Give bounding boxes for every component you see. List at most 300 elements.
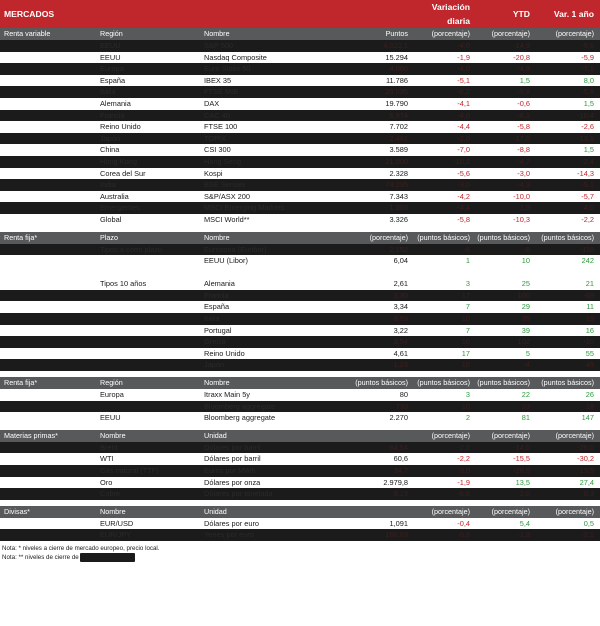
row-name: Dólares por barril <box>200 442 342 454</box>
row-name: Euro Stoxx 50 <box>200 63 342 75</box>
row-name: EEUU (Libor) <box>204 256 248 266</box>
section-title-row <box>0 0 600 28</box>
row-1y-change: 27,4 <box>579 477 595 487</box>
row-indent <box>0 488 96 500</box>
row-1y-change: 55 <box>585 348 595 358</box>
row-name: DAX <box>204 98 220 108</box>
row-daily-change: -3,0 <box>414 465 476 477</box>
row-region <box>96 267 200 279</box>
row-ytd-change: 39 <box>521 325 531 335</box>
row-ytd-change: 5 <box>525 348 531 358</box>
row-name: Dólares por onza <box>204 477 261 487</box>
row-value: 64,54 <box>342 442 414 454</box>
row-daily-change: -2,2 <box>457 454 471 464</box>
table-row <box>0 191 600 203</box>
table-row <box>0 518 600 530</box>
row-name: Bloomberg aggregate <box>200 401 342 413</box>
row-indent <box>0 133 96 145</box>
row-ytd-change: -10,0 <box>513 191 531 201</box>
row-1y-change: -5,1 <box>536 179 600 191</box>
column-header-6: (puntos básicos) <box>536 377 600 389</box>
column-header-0: Renta variable <box>0 28 96 40</box>
row-name: S&P/ASX 200 <box>204 191 251 201</box>
row-ytd-change: -17,0 <box>476 133 536 145</box>
row-name: Hang Seng <box>200 156 342 168</box>
row-daily-change: 10 <box>414 401 476 413</box>
column-header-4: (porcentaje) <box>414 430 476 442</box>
table-row <box>0 40 600 52</box>
column-header-1: Nombre <box>96 430 200 442</box>
row-daily-change: -6 <box>414 244 476 256</box>
row-1y-change: -30,2 <box>577 454 595 464</box>
row-ytd-change: 25 <box>521 279 531 289</box>
row-indent <box>0 121 96 133</box>
row-daily-change: -4,4 <box>457 122 471 132</box>
row-indent <box>0 52 96 64</box>
row-daily-change: -4,0 <box>414 63 476 75</box>
table-row <box>0 488 600 500</box>
table-row <box>0 63 600 75</box>
column-header-3 <box>342 506 414 518</box>
row-region <box>96 359 200 371</box>
column-header-4: (porcentaje) <box>414 506 476 518</box>
column-header-0: Renta fija* <box>0 377 96 389</box>
row-ytd-change: -14,9 <box>476 40 536 52</box>
table-row <box>0 86 600 98</box>
note-line-2: Nota: ** niveles de cierre de mercado americano <box>2 553 136 561</box>
row-ytd-change: -1,3 <box>476 529 536 541</box>
row-1y-change: 11 <box>586 302 595 312</box>
row-region: Alemania <box>100 98 131 108</box>
table-row <box>0 412 600 424</box>
row-ytd-change: -9,8 <box>476 86 536 98</box>
row-indent <box>0 202 96 214</box>
row-1y-change: -13,1 <box>536 133 600 145</box>
column-header-3 <box>342 430 414 442</box>
note-line-1: Nota: * niveles a cierre de mercado europeo, precio local. <box>2 544 160 552</box>
row-1y-change: -2,1 <box>536 529 600 541</box>
table-row <box>0 255 600 267</box>
row-ytd-change: -4,9 <box>476 63 536 75</box>
row-value: 2,61 <box>393 279 409 289</box>
row-indent <box>0 290 96 302</box>
column-header-2: Unidad <box>200 430 342 442</box>
row-region: Europa <box>96 63 200 75</box>
row-value: 3,30 <box>342 290 414 302</box>
row-region: Emergentes <box>96 202 200 214</box>
row-daily-change: 17 <box>414 290 476 302</box>
row-indent <box>0 313 96 325</box>
row-name: Francia <box>200 290 342 302</box>
row-name: MSCI Emerging Markets <box>200 202 342 214</box>
column-header-0: Materias primas* <box>0 430 96 442</box>
table-row <box>0 179 600 191</box>
row-daily-change: -2,0 <box>414 133 476 145</box>
column-header-row-divisas <box>0 506 600 518</box>
row-ytd-change: 1,5 <box>519 75 531 85</box>
row-indent <box>0 518 96 530</box>
row-ytd-change: -4,7 <box>476 156 536 168</box>
column-header-1: Plazo <box>96 232 200 244</box>
row-indent <box>0 144 96 156</box>
row-indent <box>0 278 96 290</box>
row-ytd-change: 10 <box>521 256 531 266</box>
row-value: 6,04 <box>393 256 409 266</box>
table-row <box>0 529 600 541</box>
row-region: Japón <box>96 133 200 145</box>
row-ytd-change: 22 <box>521 390 531 400</box>
row-region: Oro <box>100 477 113 487</box>
redacted-text: mercado americano <box>80 553 136 561</box>
table-row <box>0 278 600 290</box>
row-ytd-change: -5,8 <box>517 122 531 132</box>
row-1y-change: 0,5 <box>583 518 595 528</box>
row-value: 2.481 <box>342 133 414 145</box>
row-1y-change: -26,0 <box>536 442 600 454</box>
row-1y-change: -10 <box>536 336 600 348</box>
row-1y-change: 4,0 <box>536 202 600 214</box>
row-ytd-change: -15,5 <box>513 454 531 464</box>
row-daily-change: -0,8 <box>414 529 476 541</box>
row-daily-change: -7,0 <box>457 145 471 155</box>
column-header-5: (porcentaje) <box>476 28 536 40</box>
table-row <box>0 133 600 145</box>
row-1y-change: -5,8 <box>536 86 600 98</box>
row-region: Tipos 10 años <box>100 279 147 289</box>
column-header-row-materias-primas <box>0 430 600 442</box>
row-name: Bloomberg aggregate <box>204 413 276 423</box>
column-header-row-mercados <box>0 28 600 40</box>
row-1y-change: -9,6 <box>536 40 600 52</box>
table-row <box>0 110 600 122</box>
row-value: 29.035 <box>342 86 414 98</box>
table-row <box>0 168 600 180</box>
row-name: Dólares por barril <box>204 454 261 464</box>
row-daily-change: -2,2 <box>414 442 476 454</box>
row-indent <box>0 214 96 226</box>
row-ytd-change: 13,5 <box>515 477 531 487</box>
row-1y-change: -69 <box>536 290 600 302</box>
row-indent <box>0 359 96 371</box>
row-name: Yenes por euro <box>200 529 342 541</box>
table-row <box>0 401 600 413</box>
row-indent <box>0 442 96 454</box>
row-indent <box>0 179 96 191</box>
table-row <box>0 336 600 348</box>
row-value: 3,34 <box>393 302 409 312</box>
row-region: Francia <box>96 110 200 122</box>
row-value: 21.000 <box>342 156 414 168</box>
row-1y-change: -5,7 <box>581 191 595 201</box>
row-name: Nasdaq Composite <box>204 52 267 62</box>
row-indent <box>0 244 96 256</box>
row-region: Global <box>100 214 122 224</box>
row-1y-change: 19 <box>536 313 600 325</box>
row-value: 34,7 <box>342 465 414 477</box>
row-1y-change: -2,4 <box>536 156 600 168</box>
row-1y-change: -10,4 <box>536 110 600 122</box>
row-value: 9,13 <box>342 488 414 500</box>
row-value: 3,54 <box>342 336 414 348</box>
column-header-2: Unidad <box>200 506 342 518</box>
row-name: Japón <box>200 359 342 371</box>
header-var-1-ano: Var. 1 año <box>536 0 600 28</box>
column-header-1: Región <box>96 377 200 389</box>
column-header-1: Nombre <box>96 506 200 518</box>
column-header-4: (puntos básicos) <box>414 377 476 389</box>
column-header-0: Divisas* <box>0 506 96 518</box>
row-ytd-change: -0,6 <box>517 98 531 108</box>
row-ytd-change: 33 <box>476 401 536 413</box>
row-ytd-change: -8,8 <box>517 145 531 155</box>
row-region <box>96 301 200 313</box>
row-1y-change <box>536 267 600 279</box>
notes-block <box>0 541 600 562</box>
row-name: Dólares por tonelada <box>200 488 342 500</box>
row-value: 7.343 <box>389 191 409 201</box>
column-header-4: (porcentaje) <box>414 28 476 40</box>
row-1y-change: 147 <box>581 413 595 423</box>
row-value: 733 <box>342 401 414 413</box>
row-daily-change: 17 <box>461 348 471 358</box>
row-indent <box>0 348 96 360</box>
row-name: Eurozona (Euribor) <box>200 244 342 256</box>
row-1y-change: 26 <box>585 390 595 400</box>
table-row <box>0 389 600 401</box>
row-1y-change: -5,9 <box>581 52 595 62</box>
column-header-1: Región <box>96 28 200 40</box>
table-row <box>0 325 600 337</box>
row-indent <box>0 255 96 267</box>
row-region: India <box>96 179 200 191</box>
row-value: 2.270 <box>389 413 409 423</box>
row-indent <box>0 110 96 122</box>
row-name: CSI 300 <box>204 145 231 155</box>
row-name: Itraxx Main 5y <box>204 390 251 400</box>
row-indent <box>0 191 96 203</box>
row-daily-change: -10,2 <box>414 156 476 168</box>
row-region: Hong Kong <box>96 156 200 168</box>
row-ytd-change: -8,1 <box>476 110 536 122</box>
row-ytd-change: 2,0 <box>476 488 536 500</box>
row-name: Reino Unido <box>204 348 245 358</box>
row-indent <box>0 63 96 75</box>
row-1y-change: 13,5 <box>536 465 600 477</box>
row-name: Dólares por euro <box>204 518 260 528</box>
column-header-0: Renta fija* <box>0 232 96 244</box>
row-ytd-change: -4,3 <box>476 179 536 191</box>
row-daily-change: -5,1 <box>457 75 471 85</box>
row-value: 3,93 <box>342 313 414 325</box>
row-ytd-change: -28,6 <box>476 465 536 477</box>
row-ytd-change: -10,3 <box>513 214 531 224</box>
row-indent <box>0 529 96 541</box>
row-1y-change: 21 <box>585 279 595 289</box>
row-value: 3.326 <box>389 214 409 224</box>
row-daily-change: -5,6 <box>457 168 471 178</box>
column-header-5: (puntos básicos) <box>476 232 536 244</box>
column-header-5: (porcentaje) <box>476 430 536 442</box>
row-region <box>96 325 200 337</box>
row-indent <box>0 401 96 413</box>
row-ytd-change: 100 <box>476 290 536 302</box>
row-1y-change: 49 <box>536 359 600 371</box>
row-region <box>96 290 200 302</box>
row-value: 3,22 <box>393 325 409 335</box>
row-value: 74.295 <box>342 179 414 191</box>
row-name: CAC 40 <box>200 110 342 122</box>
table-row <box>0 359 600 371</box>
table-row <box>0 52 600 64</box>
table-row <box>0 244 600 256</box>
row-value: 1.003 <box>342 202 414 214</box>
row-name: Kospi <box>204 168 223 178</box>
row-1y-change: 8,0 <box>583 75 595 85</box>
row-indent <box>0 86 96 98</box>
row-indent <box>0 336 96 348</box>
table-row <box>0 465 600 477</box>
column-header-4: (puntos básicos) <box>414 232 476 244</box>
row-value: 7.702 <box>389 122 409 132</box>
table-row <box>0 214 600 226</box>
row-value: 4.060 <box>342 63 414 75</box>
row-name: Grecia <box>200 336 342 348</box>
table-row <box>0 98 600 110</box>
row-region <box>96 313 200 325</box>
row-indent <box>0 156 96 168</box>
row-region: Europa <box>100 390 124 400</box>
row-region: Gas natural (TTF) <box>96 465 200 477</box>
row-1y-change: 16 <box>585 325 595 335</box>
row-daily-change: -6,6 <box>414 488 476 500</box>
row-1y-change: 1,5 <box>583 145 595 155</box>
row-value: 1,091 <box>389 518 409 528</box>
row-ytd-change: 35 <box>476 313 536 325</box>
row-indent <box>0 267 96 279</box>
header-ytd: YTD <box>476 0 536 28</box>
row-indent <box>0 412 96 424</box>
row-region <box>96 255 200 267</box>
row-indent <box>0 301 96 313</box>
row-daily-change: -3,0 <box>414 179 476 191</box>
row-daily-change: 3 <box>465 279 471 289</box>
row-name: Italia <box>200 313 342 325</box>
row-1y-change: 18 <box>536 401 600 413</box>
table-row <box>0 442 600 454</box>
row-name: España <box>204 302 230 312</box>
row-value: 4,61 <box>393 348 409 358</box>
row-1y-change: 0,3 <box>536 488 600 500</box>
column-header-3: (porcentaje) <box>342 232 414 244</box>
column-header-5: (puntos básicos) <box>476 377 536 389</box>
row-region <box>96 348 200 360</box>
row-value: 3.589 <box>389 145 409 155</box>
column-header-3: Puntos <box>342 28 414 40</box>
row-daily-change: 2 <box>465 413 471 423</box>
row-region: EUR/JPY <box>96 529 200 541</box>
row-indent <box>0 40 96 52</box>
row-daily-change: -4,2 <box>457 191 471 201</box>
row-region: EEUU <box>96 40 200 52</box>
column-header-2: Nombre <box>200 28 342 40</box>
row-region <box>96 401 200 413</box>
row-name: S&P 500 <box>200 40 342 52</box>
row-1y-change: -2,2 <box>581 214 595 224</box>
row-daily-change: 10 <box>414 336 476 348</box>
row-daily-change: 7 <box>465 302 471 312</box>
row-region: Brent <box>96 442 200 454</box>
row-ytd-change: -20,8 <box>513 52 531 62</box>
column-header-2: Nombre <box>200 377 342 389</box>
column-header-2: Nombre <box>200 232 342 244</box>
row-1y-change: 1,5 <box>583 98 595 108</box>
column-header-6: (puntos básicos) <box>536 232 600 244</box>
section-title: MERCADOS <box>0 0 96 28</box>
row-ytd-change: -14,0 <box>476 442 536 454</box>
table-row <box>0 121 600 133</box>
row-daily-change <box>414 267 476 279</box>
row-value: 15.294 <box>385 52 409 62</box>
row-ytd-change: -3,0 <box>517 168 531 178</box>
row-1y-change: -14,3 <box>577 168 595 178</box>
row-region: Cobre <box>96 488 200 500</box>
row-name: Alemania <box>204 279 235 289</box>
row-indent <box>0 168 96 180</box>
row-daily-change: 7 <box>465 325 471 335</box>
row-region: Tipos a corto plazo <box>96 244 200 256</box>
row-indent <box>0 325 96 337</box>
row-indent <box>0 465 96 477</box>
table-row <box>0 301 600 313</box>
table-row <box>0 290 600 302</box>
row-ytd-change: 5,4 <box>519 518 531 528</box>
row-daily-change: -1,9 <box>457 52 471 62</box>
column-header-5: (porcentaje) <box>476 506 536 518</box>
row-region <box>96 336 200 348</box>
row-indent <box>0 98 96 110</box>
row-region: China <box>100 145 120 155</box>
row-indent <box>0 75 96 87</box>
header-variacion-diaria: Variación diaria <box>414 0 476 28</box>
row-value: 60,6 <box>393 454 409 464</box>
row-daily-change: 10 <box>414 313 476 325</box>
row-value: 11.786 <box>385 75 409 85</box>
row-value: 2.979,8 <box>383 477 409 487</box>
row-ytd-change: 81 <box>521 413 531 423</box>
table-row <box>0 453 600 465</box>
row-name: IBEX 35 <box>204 75 232 85</box>
row-daily-change: -0,4 <box>457 518 471 528</box>
row-daily-change: 10 <box>414 359 476 371</box>
row-daily-change: 1 <box>465 256 471 266</box>
table-row <box>0 202 600 214</box>
row-value <box>342 267 414 279</box>
row-region: Reino Unido <box>100 122 141 132</box>
row-region: Italia <box>96 86 200 98</box>
column-header-3: (puntos básicos) <box>342 377 414 389</box>
row-value: 6.974 <box>342 110 414 122</box>
table-row <box>0 313 600 325</box>
title-spacer-1 <box>96 0 414 28</box>
row-value: 160,83 <box>342 529 414 541</box>
row-daily-change: 3 <box>465 390 471 400</box>
row-1y-change: -2,6 <box>581 122 595 132</box>
table-row <box>0 75 600 87</box>
row-region: Australia <box>100 191 129 201</box>
row-1y-change: -118 <box>536 244 600 256</box>
row-value: 80 <box>399 390 409 400</box>
row-name: FTSE 100 <box>204 122 238 132</box>
